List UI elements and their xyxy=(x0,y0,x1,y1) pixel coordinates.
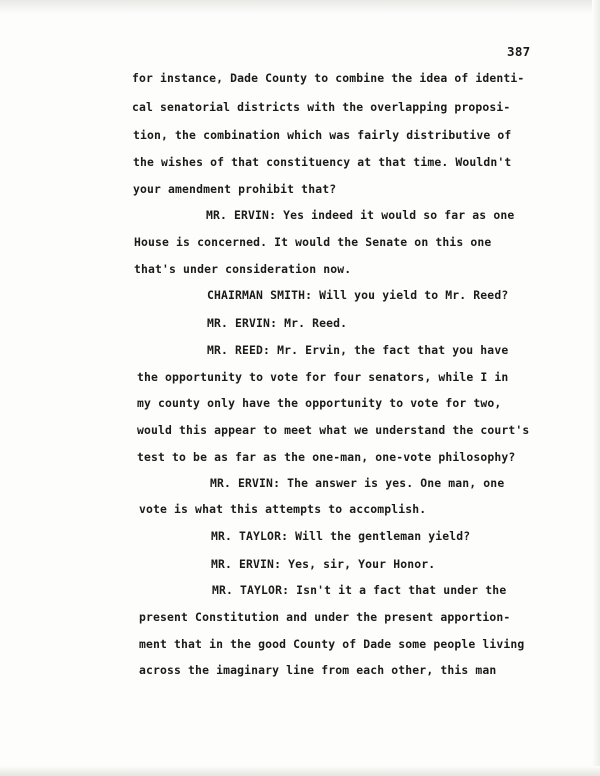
transcript-line: ment that in the good County of Dade some people living xyxy=(139,637,525,651)
transcript-line: tion, the combination which was fairly distributive of xyxy=(133,128,512,142)
transcript-line: MR. ERVIN: Yes, sir, Your Honor. xyxy=(211,557,436,571)
scan-top-edge xyxy=(0,0,600,14)
scan-right-edge xyxy=(592,0,600,776)
transcript-line: the opportunity to vote for four senators, while I in xyxy=(137,370,509,384)
transcript-line: test to be as far as the one-man, one-vote philosophy? xyxy=(137,450,516,464)
transcript-line: across the imaginary line from each other, this man xyxy=(139,663,497,677)
page-number: 387 xyxy=(507,44,531,59)
transcript-line: MR. ERVIN: Mr. Reed. xyxy=(207,316,348,330)
transcript-line: present Constitution and under the present apportion- xyxy=(139,610,511,624)
transcript-line: that's under consideration now. xyxy=(134,262,352,276)
transcript-line: vote is what this attempts to accomplish. xyxy=(139,502,427,516)
scan-bottom-edge xyxy=(0,766,600,776)
transcript-line: MR. ERVIN: Yes indeed it would so far as one xyxy=(206,208,515,222)
transcript-line: for instance, Dade County to combine the idea of identi- xyxy=(132,71,525,85)
transcript-line: your amendment prohibit that? xyxy=(133,182,337,196)
transcript-line: cal senatorial districts with the overlapping proposi- xyxy=(132,100,511,114)
transcript-line: the wishes of that constituency at that time. Wouldn't xyxy=(133,155,512,169)
transcript-line: MR. ERVIN: The answer is yes. One man, one xyxy=(210,476,505,490)
transcript-line: MR. TAYLOR: Will the gentleman yield? xyxy=(211,529,471,543)
transcript-line: MR. REED: Mr. Ervin, the fact that you have xyxy=(207,343,509,357)
transcript-line: my county only have the opportunity to vote for two, xyxy=(137,396,502,410)
transcript-line: would this appear to meet what we understand the court's xyxy=(137,423,530,437)
transcript-line: House is concerned. It would the Senate on this one xyxy=(134,235,492,249)
transcript-line: CHAIRMAN SMITH: Will you yield to Mr. Reed? xyxy=(207,288,509,302)
transcript-line: MR. TAYLOR: Isn't it a fact that under the xyxy=(212,583,507,597)
